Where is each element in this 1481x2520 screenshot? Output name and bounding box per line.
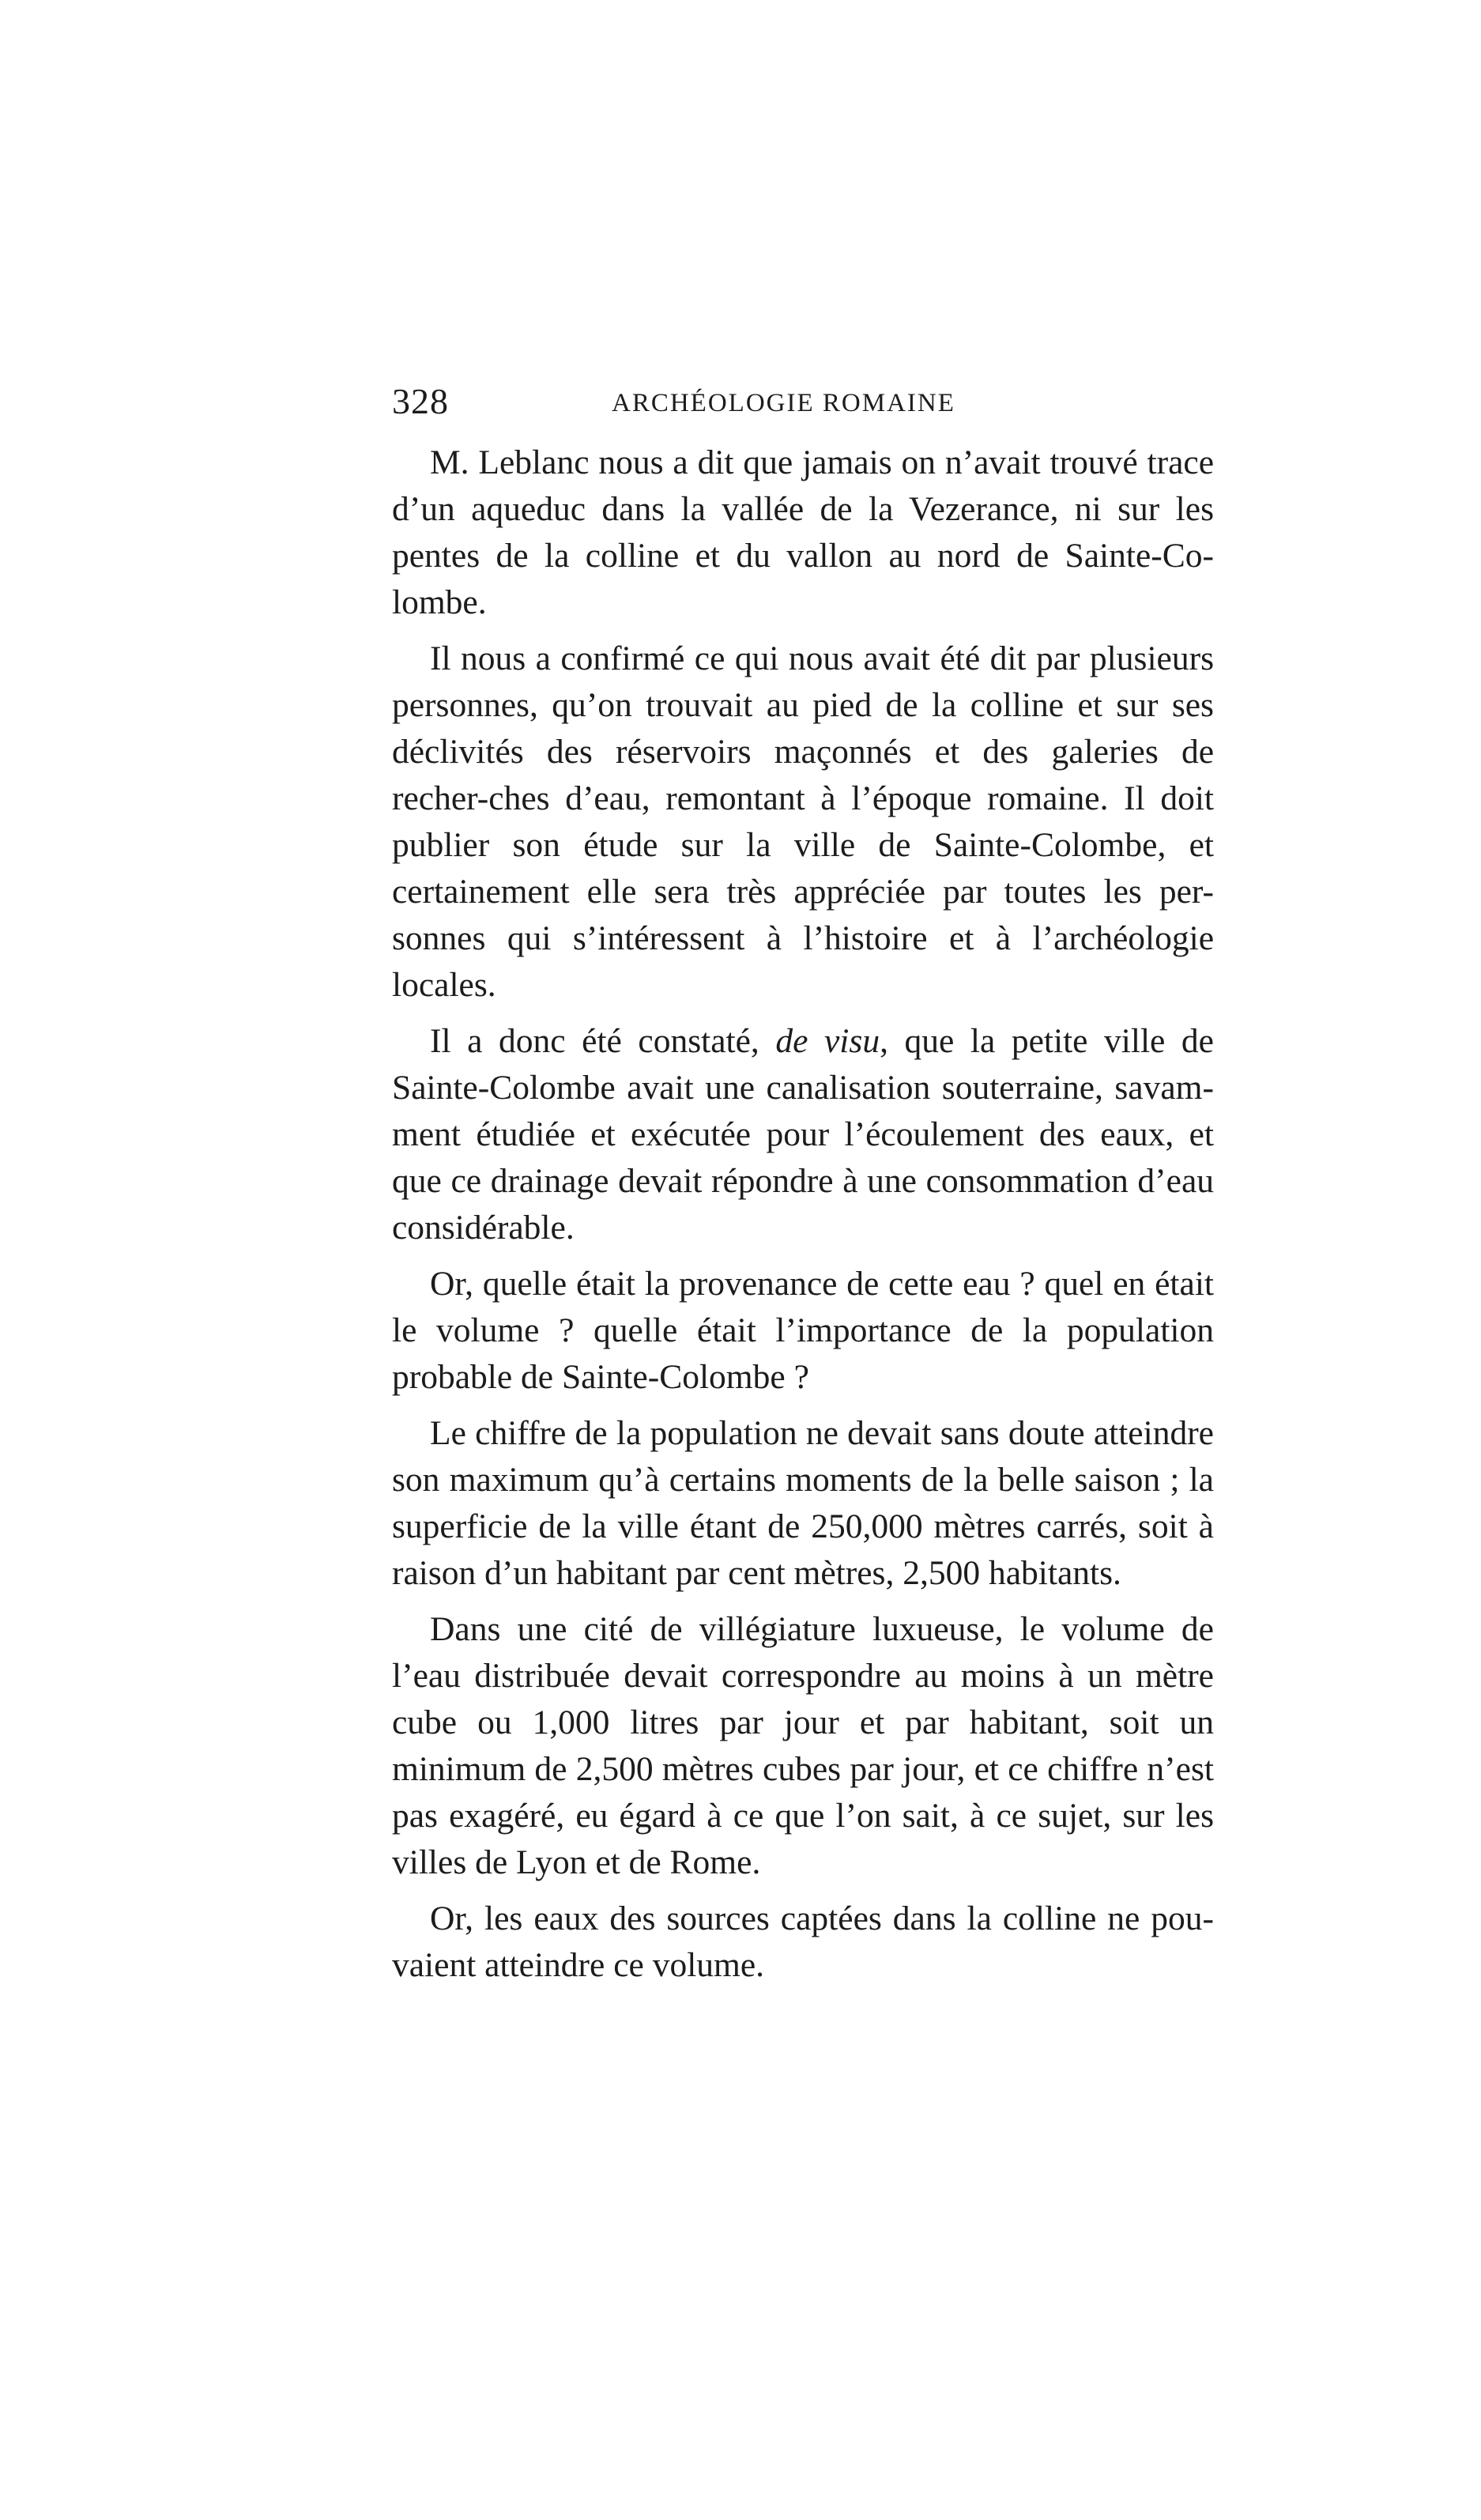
paragraph-2: Il nous a confirmé ce qui nous avait été dit par plusieurs personnes, qu’on trouvait au pied de la colline et sur ses déclivités des réservoirs maçonnés et des galeries de recher-ches d’eau, remontant à l’époque romaine. Il doit publier son étude sur la ville de Sainte-Colombe, et certainement elle sera très appréciée par toutes les per-sonnes qui s’intéressent à l’histoire et à l’archéologie locales.: [392, 639, 1214, 1004]
paragraph-3: [392, 1018, 1214, 1251]
page-number: 328: [392, 381, 449, 421]
running-header: [392, 378, 1214, 425]
paragraph-3-end: , que la petite ville de Sainte-Colombe avait une canalisation souterraine, savam-ment étudiée et exécutée pour l’écoulement des eaux, et que ce drainage devait répondre à une consommation d’eau considérable.: [392, 1022, 1214, 1247]
paragraph-5: Le chiffre de la population ne devait sans doute atteindre son maximum qu’à certains moments de la belle saison ; la superficie de la ville étant de 250,000 mètres carrés, soit à raison d’un habitant par cent mètres, 2,500 habitants.: [392, 1414, 1214, 1592]
paragraph-6: Dans une cité de villégiature luxueuse, le volume de l’eau distribuée devait correspondre au moins à un mètre cube ou 1,000 litres par jour et par habitant, soit un minimum de 2,500 mètres cubes par jour, et ce chiffre n’est pas exagéré, eu égard à ce que l’on sait, à ce sujet, sur les villes de Lyon et de Rome.: [392, 1610, 1214, 1881]
body-text: [392, 439, 1214, 1998]
paragraph-7: Or, les eaux des sources captées dans la colline ne pou-vaient atteindre ce volume.: [392, 1899, 1214, 1984]
paragraph-3-start: Il a donc été constaté,: [430, 1022, 776, 1060]
paragraph-1: M. Leblanc nous a dit que jamais on n’avait trouvé trace d’un aqueduc dans la vallée de la Vezerance, ni sur les pentes de la colline et du vallon au nord de Sainte-Co-lombe.: [392, 443, 1214, 621]
running-title: ARCHÉOLOGIE ROMAINE: [612, 389, 955, 417]
paragraph-4: Or, quelle était la provenance de cette eau ? quel en était le volume ? quelle était l’importance de la population probable de Sainte-Colombe ?: [392, 1265, 1214, 1396]
italic-phrase: de visu: [775, 1022, 880, 1060]
